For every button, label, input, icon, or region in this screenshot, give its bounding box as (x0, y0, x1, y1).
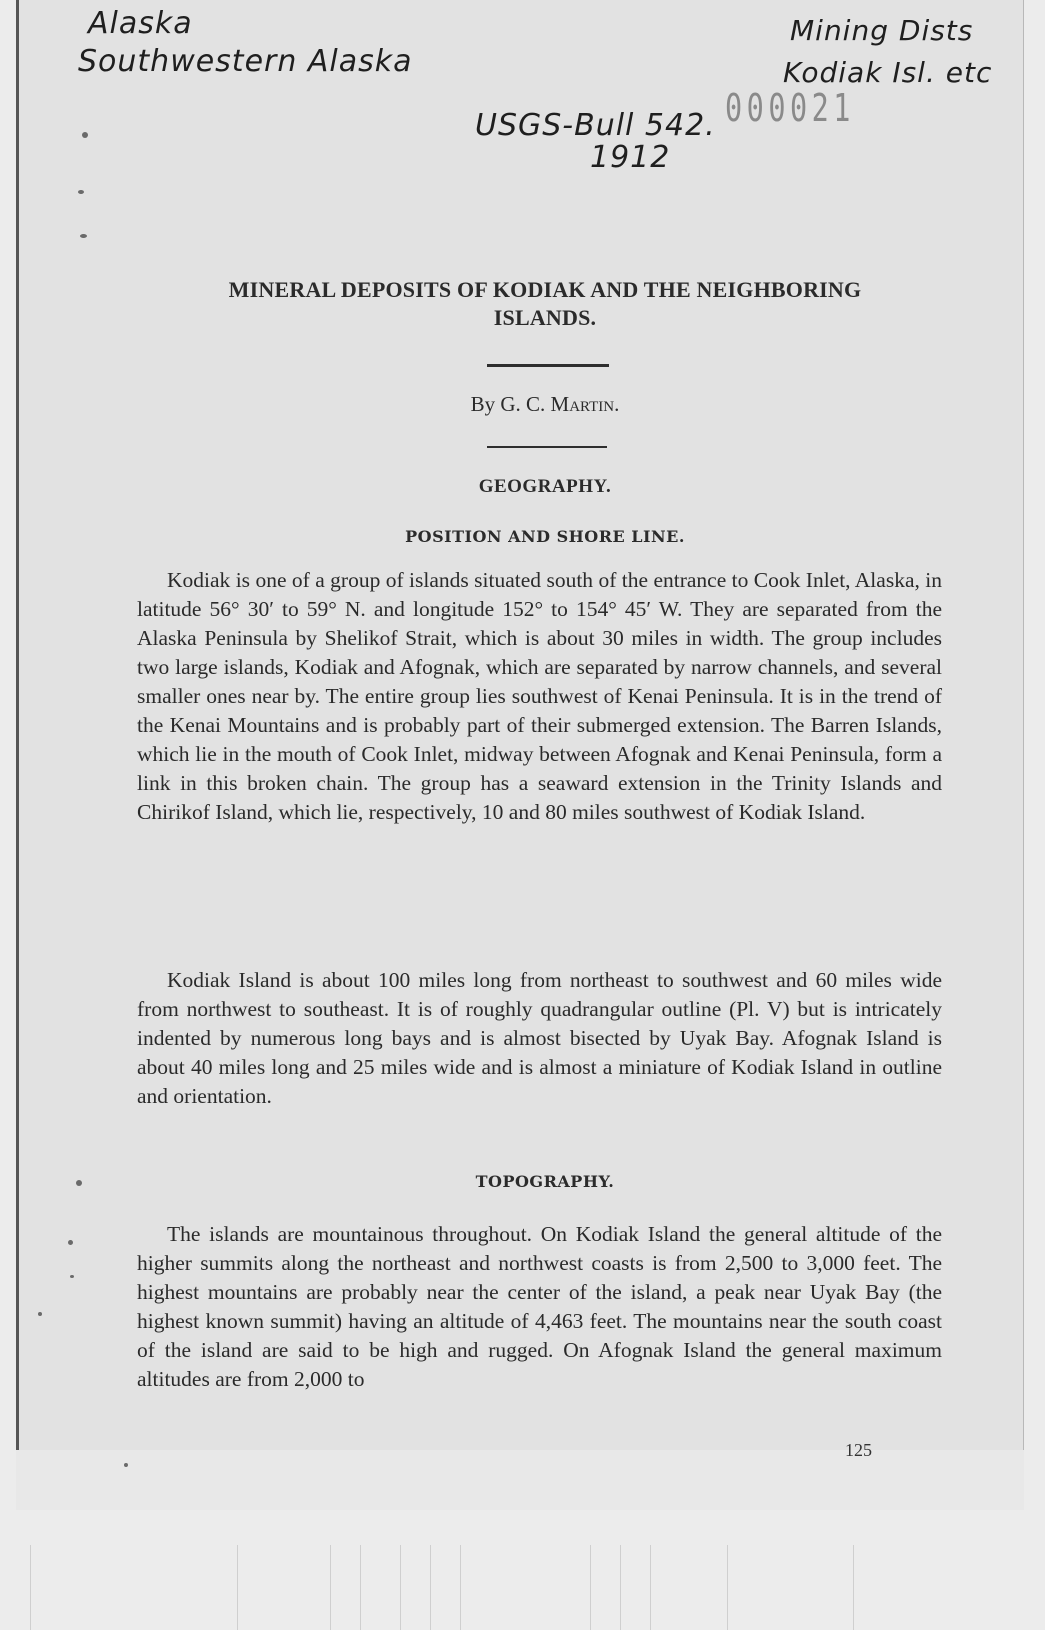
section-heading-topography: TOPOGRAPHY. (475, 1172, 615, 1191)
scan-artifact (853, 1545, 854, 1630)
scan-artifact (460, 1545, 461, 1630)
byline-prefix: By G. C. (470, 392, 551, 416)
title-line-2: ISLANDS. (493, 305, 597, 330)
subsection-heading-position: POSITION AND SHORE LINE. (405, 527, 685, 546)
byline-author: Martin. (550, 392, 620, 416)
scan-artifact (727, 1545, 728, 1630)
handwritten-note-region: Southwestern Alaska (78, 44, 413, 79)
scan-artifact (237, 1545, 238, 1630)
scan-speck (68, 1240, 73, 1245)
paragraph-topography: The islands are mountainous throughout. On Kodiak Island the general altitude of the higher summits along the northeast and northwest coasts is from 2,500 to 3,000 feet. The highest mountains are probably near the center of the island, a peak near Uyak Bay (the highest known summit) having an altitude of 4,463 feet. The mountains near the south coast of the island are said to be high and rugged. On Afognak Island the general maximum altitudes are from 2,000 to (137, 1222, 942, 1391)
scan-artifact (330, 1545, 331, 1630)
handwritten-note-state: Alaska (88, 6, 193, 41)
scan-artifact (620, 1545, 621, 1630)
byline-divider (487, 446, 607, 448)
scan-speck (38, 1312, 42, 1316)
section-heading-geography: GEOGRAPHY. (478, 476, 612, 497)
scan-speck (80, 234, 87, 238)
scan-speck (76, 1180, 82, 1186)
scan-speck (82, 132, 88, 138)
handwritten-year: 1912 (590, 140, 671, 175)
title-line-1: MINERAL DEPOSITS OF KODIAK AND THE NEIGHBORING (228, 277, 862, 302)
scan-artifact (400, 1545, 401, 1630)
byline (120, 392, 970, 417)
scan-artifact (430, 1545, 431, 1630)
archive-stamp-number: 000021 (725, 86, 855, 130)
scan-artifact (650, 1545, 651, 1630)
handwritten-note-category: Mining Dists (790, 14, 974, 47)
scan-artifact (590, 1545, 591, 1630)
paragraph-dimensions: Kodiak Island is about 100 miles long from northeast to southwest and 60 miles wide from northwest to southeast. It is of roughly quadrangular outline (Pl. V) but is intricately indented by numerous long bays and is almost bisected by Uyak Bay. Afognak Island is about 40 miles long and 25 miles wide and is almost a miniature of Kodiak Island in outline and orientation. (137, 968, 942, 1108)
scan-speck (78, 190, 84, 194)
title-divider (487, 364, 609, 367)
scan-speck (70, 1275, 74, 1278)
page-number: 125 (845, 1440, 872, 1460)
handwritten-note-location: Kodiak Isl. etc (783, 56, 993, 89)
paragraph-position: Kodiak is one of a group of islands situated south of the entrance to Cook Inlet, Alaska, in latitude 56° 30′ to 59° N. and longitude 152° to 154° 45′ W. They are separated from the Alaska Peninsula by Shelikof Strait, which is about 30 miles in width. The group includes two large islands, Kodiak and Afognak, which are separated by narrow channels, and several smaller ones near by. The entire group lies southwest of Kenai Peninsula. It is in the trend of the Kenai Mountains and is probably part of their submerged extension. The Barren Islands, which lie in the mouth of Cook Inlet, midway between Afognak and Kenai Peninsula, form a link in this broken chain. The group has a seaward extension in the Trinity Islands and Chirikof Island, which lie, respectively, 10 and 80 miles southwest of Kodiak Island. (137, 568, 942, 824)
page-bottom-margin (16, 1450, 1024, 1510)
scan-artifact (30, 1545, 31, 1630)
scan-speck (124, 1463, 128, 1467)
handwritten-reference: USGS-Bull 542. (475, 108, 716, 143)
document-title (120, 276, 970, 332)
scan-artifact (360, 1545, 361, 1630)
